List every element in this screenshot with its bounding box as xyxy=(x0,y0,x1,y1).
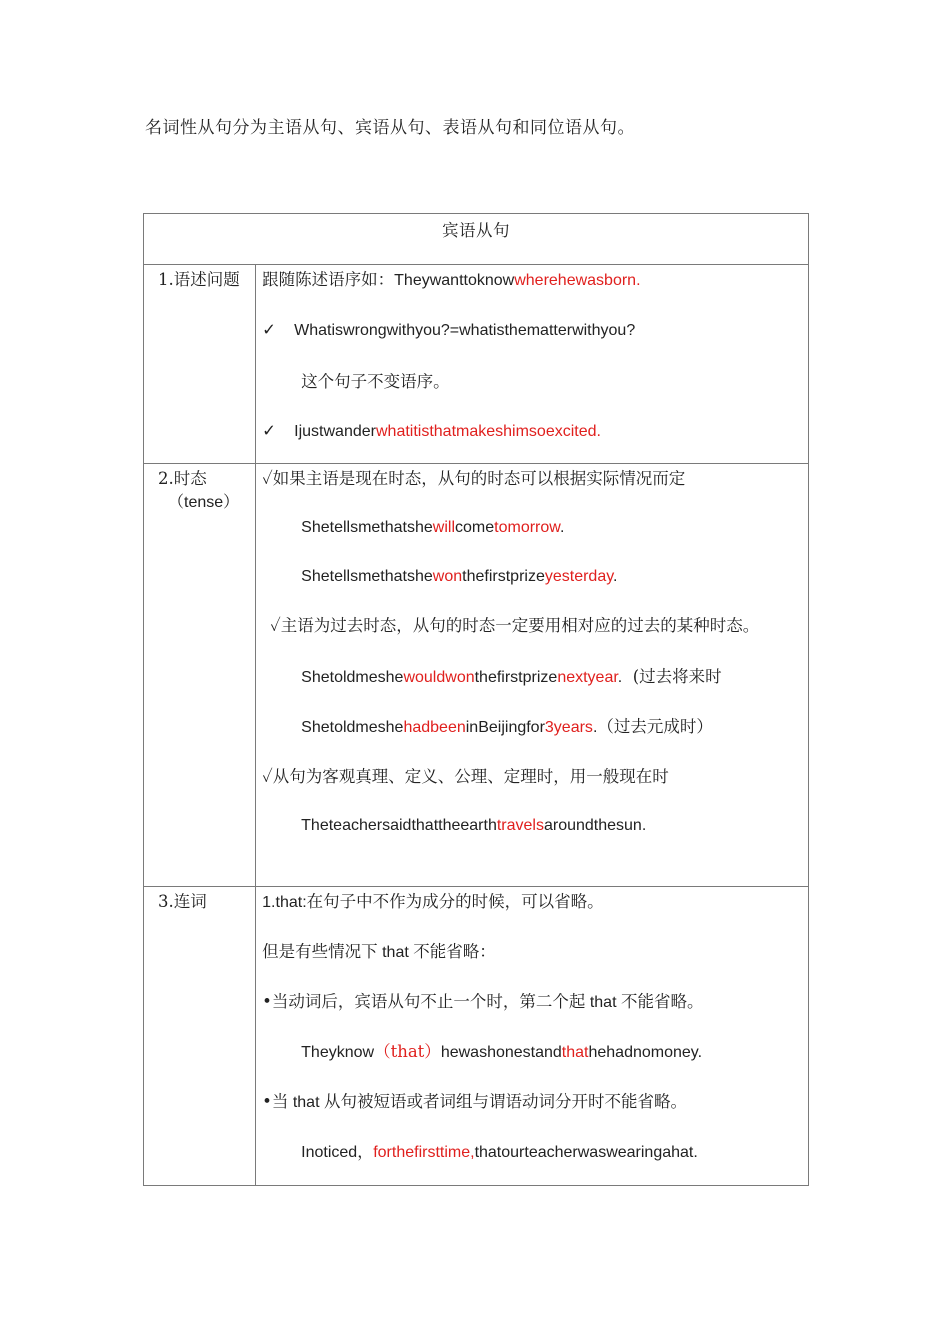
table-row xyxy=(144,887,809,1186)
line: Inoticed，forthefirsttime,thatourteacherwaswearingahat. xyxy=(301,1144,698,1161)
line: ✓ Whatiswrongwithyou?=whatisthematterwithyou? xyxy=(262,318,804,343)
line: ✓如果主语是现在时态，从句的时态可以根据实际情况而定 xyxy=(262,469,686,488)
line: 跟随陈述语序如：Theywanttoknowwherehewasborn. xyxy=(262,270,641,289)
line: Shetellsmethatshewonthefirstprizeyesterday. xyxy=(301,568,618,585)
table-title: 宾语从句 xyxy=(442,221,510,240)
table-header-row xyxy=(144,214,809,265)
line: 但是有些情况下 that 不能省略： xyxy=(262,942,496,961)
line: 这个句子不变语序。 xyxy=(301,372,450,391)
row-label-word-order: 1.语述问题 xyxy=(144,265,256,464)
row-body-word-order xyxy=(256,265,809,464)
row-label-conjunction: 3.连词 xyxy=(144,887,256,1186)
line: Shetoldmeshewouldwonthefirstprizenextyear. (过去将来时 xyxy=(301,667,722,686)
check-icon: ✓ xyxy=(262,421,276,440)
line: ✓主语为过去时态，从句的时态一定要用相对应的过去的某种时态。 xyxy=(270,616,760,635)
table-header-cell xyxy=(144,214,809,265)
object-clause-table xyxy=(143,213,809,1186)
table-row xyxy=(144,464,809,887)
line: Theyknow（that）hewashonestandthathehadnomoney. xyxy=(301,1042,703,1061)
check-icon: ✓ xyxy=(262,320,276,339)
line: •当 that 从句被短语或者词组与谓语动词分开时不能省略。 xyxy=(262,1092,687,1111)
line: 1.that:在句子中不作为成分的时候，可以省略。 xyxy=(262,892,604,911)
row-body-conjunction xyxy=(256,887,809,1186)
line: Theteachersaidthattheearthtravelsaroundthesun. xyxy=(301,817,647,834)
row-label-tense: 2.时态 （tense） xyxy=(144,464,256,887)
line: ShetoldmeshehadbeeninBeijingfor3years.（过去元成时） xyxy=(301,717,713,736)
line: ✓ Ijustwanderwhatitisthatmakeshimsoexcited. xyxy=(262,419,804,444)
line: •当动词后，宾语从句不止一个时，第二个起 that 不能省略。 xyxy=(262,992,704,1011)
intro-paragraph: 名词性从句分为主语从句、宾语从句、表语从句和同位语从句。 xyxy=(145,118,635,138)
line: Shetellsmethatshewillcometomorrow. xyxy=(301,519,565,536)
table-row xyxy=(144,265,809,464)
line: ✓从句为客观真理、定义、公理、定理时，用一般现在时 xyxy=(262,767,669,786)
row-body-tense xyxy=(256,464,809,887)
